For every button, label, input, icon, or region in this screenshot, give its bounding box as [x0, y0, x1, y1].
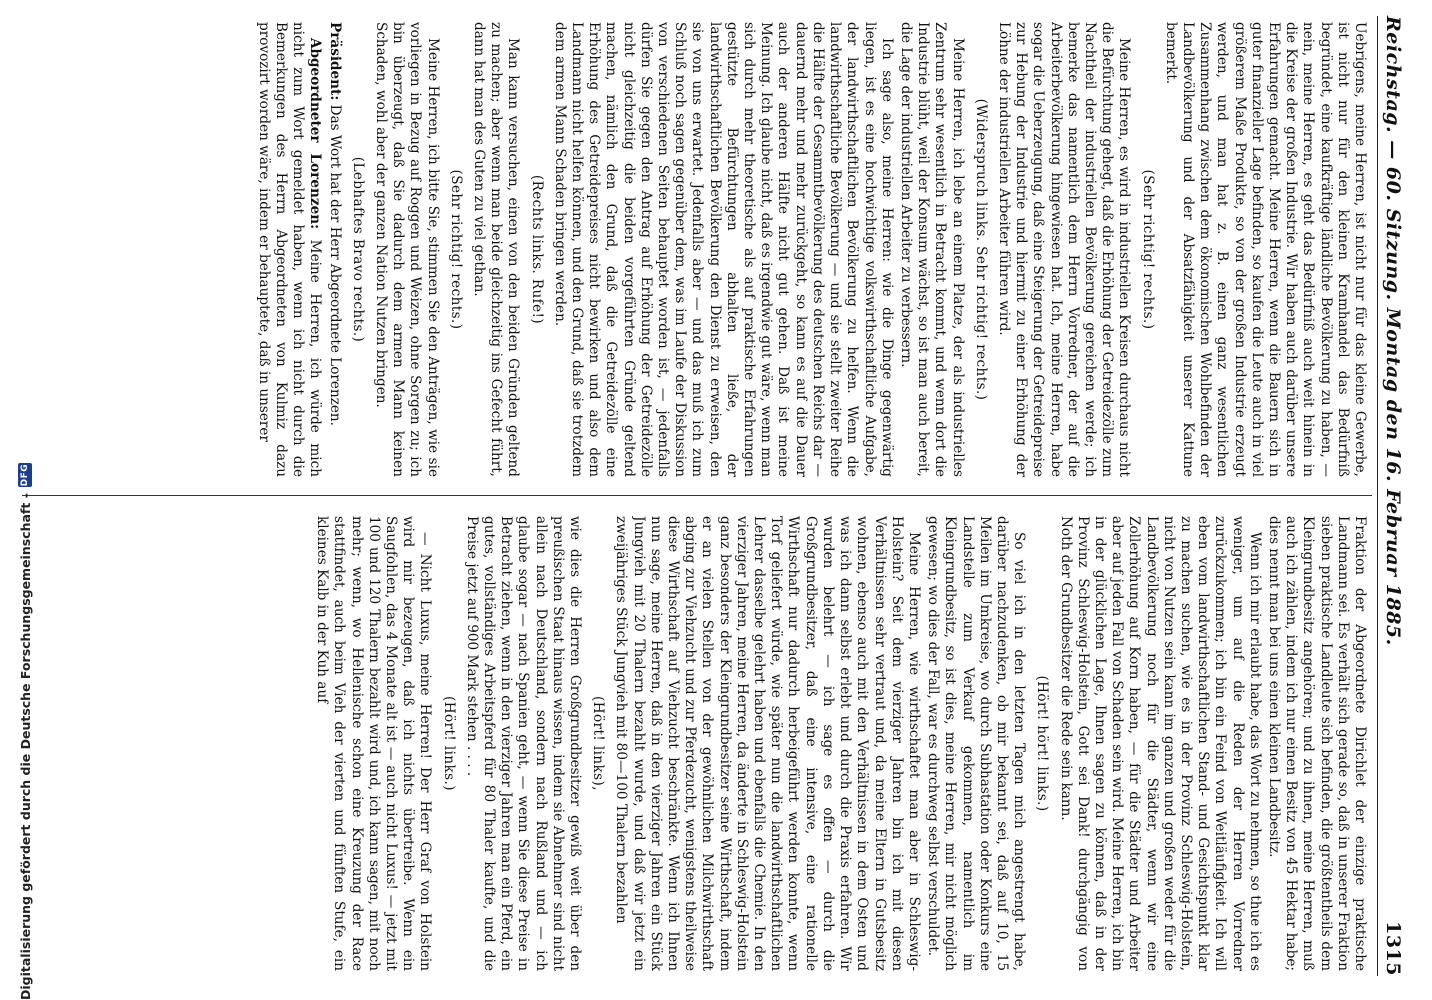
- speaker-name: Abgeordneter Lorenzen:: [307, 38, 324, 230]
- paragraph: Ich sage also, meine Herren: wie die Dinge gegenwärtig liegen, ist es eine hochwichtige volkswirthschaftliche Aufgabe, der landwirthschaftlichen Bevölkerung zu helfen. Wenn die landwirthschaftliche Bevölkerung — und sie stellt zweiter Reihe die Hälfte der Gesammtbevölkerung des deutschen Reichs dar — dauernd mehr und mehr zurückgeht, so kann es auf die Dauer auch der anderen Hälfte nicht gut gehen. Daß ist meine Meinung. Ich glaube nicht, daß es irgendwie gut wäre, wenn man sich durch mehr theoretische als auf praktische Erfahrungen gestützte Befürchtungen abhalten ließe, der landwirthschaftlichen Bevölkerung den Dienst zu erweisen, den sie von uns erwartet. Jedenfalls aber — und das muß ich zum Schluß noch sagen gegenüber dem, was im Laufe der Diskussion von verschiedenen Seiten behauptet worden ist, — jedenfalls dürfen Sie gegen den Antrag auf Erhöhung der Getreidezölle nicht gleichzeitig die beiden vorgeführten Gründe geltend machen, nämlich den Grund, daß die Getreidezölle eine Erhöhung des Getreidepreises nicht bewirken und also dem Landmann nicht helfen können, und den Grund, daß sie trotzdem dem armen Mann Schaden bringen werden.: [551, 22, 895, 477]
- page-number: 1315: [1382, 921, 1404, 976]
- page-title: Reichstag. — 60. Sitzung. Montag den 16. Februar 1885.: [1382, 16, 1404, 646]
- paragraph: So viel ich in den letzten Tagen mich angestrengt habe, darüber nachzudenken, ob mir bekannt sei, daß auf 10, 15 Meilen im Umkreise, wo durch Subhastation oder Konkurs eine Landstelle zum Verkauf gekommen, namentlich im Kleingrundbesitz, so ist dies, meine Herren, mir nicht möglich gewesen; wo dies der Fall, war es durchweg selbst verschuldet.: [925, 516, 1028, 971]
- paragraph: Fraktion der Abgeordnete Dirichlet der einzige praktische Landmann sei. Es verhält sich gerade so, daß in unserer Fraktion sieben praktische Landleute sich befinden, die größtentheils dem Kleingrundbesitz angehören; und zu ihnen, meine Herren, muß auch ich zählen, indem ich nur einen Besitz von 45 Hektar habe; dies nennt man bei uns einen kleinen Landbesitz.: [1265, 516, 1368, 971]
- interjection: (Hört! links.): [440, 696, 457, 791]
- paragraph: Meine Herren, wie wirthschaftet man aber in Schleswig-Holstein? Seit dem vierziger Jahren bin ich mit diesen Verhältnissen sehr vertraut und, da meine Eltern in Gutsbesitz wohnen, ebenso auch mit den Verhältnissen in dem Osten und was ich dann selbst erlebt und durch die Praxis erfahren. Wir wurden belehrt — ich sage es offen — durch die Großgrundbesitzer, daß eine intensive, eine rationelle Wirthschaft nur dadurch herbeigeführt werden konnte, wenn Torf geliefert würde, wie später nun die landwirthschaftlichen Lehrer dasselbe gelehrt haben und ebenfalls die Chemie. In den vierziger Jahren, meine Herren, da änderte in Schleswig-Holstein ganz besonders der Kleingrundbesitzer seine Wirthschaft, indem er an vielen Stellen von der gewöhnlichen Milchwirthschaft abging zur Viehzucht und zur Pferdezucht, wenigstens theilweise diese Wirthschaft auf Viehzucht beschränkte. Wenn ich Ihnen nun sage, meine Herren, daß in den vierziger Jahren ein Stück Jungvieh mit 20 Thalern bezahlt wurde, und daß wir jetzt ein zweijähriges Stück Jungvieh mit 80—100 Thalern bezahlen: [613, 516, 922, 971]
- left-column: [28, 22, 1368, 477]
- digitization-credit: Digitalisierung gefördert durch die Deutsche Forschungsgemeinschaft -: [17, 493, 33, 1000]
- dfg-logo-icon: DFG: [20, 463, 30, 487]
- speech-text: Das Wort hat der Herr Abgeordnete Lorenzen.: [326, 100, 343, 426]
- interjection: (Hört! hört! links.): [1034, 675, 1051, 812]
- paragraph: [325, 22, 342, 477]
- paragraph: Meine Herren, ich lebe an einem Platze, der als industrielles Zentrum sehr wesentlich in Betracht kommt, und wenn dort die Industrie blüht, weil der Konsum wächst, so ist man auch bereit, die Lage der industriellen Arbeiter zu verbessern.: [897, 22, 966, 477]
- paragraph: Man kann versuchen, einen von den beiden Gründen geltend zu machen; aber wenn man beide gleichzeitig ins Gefecht führt, dann hat man des Guten zu viel gethan.: [471, 22, 522, 477]
- paragraph: — Nicht Luxus, meine Herren! Der Herr Graf von Holstein wird mir bezeugen, daß ich nichts übertreibe. Wenn ein Saugfohlen, das 4 Monate alt ist — auch nicht Luxus! — jetzt mit 100 und 120 Thalern bezahlt wird und, ich kann sagen, mit noch mehr; wenn, wo Hellenische schon eine Kreuzung der Race stattfindet, auch beim Vieh der vierten und fünften Stufe, ein kleines Kalb in der Kuh auf: [314, 516, 434, 971]
- paragraph: Meine Herren, ich bitte Sie, stimmen Sie den Anträgen, wie sie vorliegen in Bezug auf Roggen und Weizen, ohne Sorgen zu; ich bin überzeugt, daß Sie dadurch dem armen Mann keinen Schaden, wohl aber der ganzen Nation Nutzen bringen.: [373, 22, 441, 477]
- interjection: (Widerspruch links. Sehr richtig! rechts.): [972, 98, 989, 401]
- right-column: [28, 516, 1368, 971]
- paragraph: Meine Herren, es wird in industriellen Kreisen durchaus nicht die Befürchtung gehegt, daß die Erhöhung der Getreidezölle zum Nachtheil der industriellen Bevölkerung gereichen werde; ich bemerke das namentlich dem Herrn Vorredner, der auf die Arbeiterbevölkerung hingewiesen hat. Ich, meine Herren, habe sogar die Ueberzeugung, daß eine Steigerung der Getreidepreise zur Hebung der Industrie und hiermit zu einer Erhöhung der Löhne der industriellen Arbeiter führen wird.: [995, 22, 1133, 477]
- page-header: [1382, 16, 1412, 976]
- header-rule: [1377, 16, 1378, 976]
- interjection: (Sehr richtig! rechts.): [447, 169, 464, 330]
- paragraph: [255, 22, 324, 477]
- interjection: (Lebhaftes Bravo rechts.): [349, 156, 366, 343]
- paragraph: Uebrigens, meine Herren, ist nicht nur für das kleine Gewerbe, ist nicht nur für den kleinen Kramhandel das Bedürfniß begründet, eine kaufkräftige ländliche Bevölkerung zu haben, — nein, meine Herren, es geht das Bedürfniß auch weit hinein in die Kreise der großen Industrie. Wir haben auch darüber unsere Erfahrungen gemacht. Meine Herren, wenn die Bauern sich in guter finanzieller Lage befinden, so kaufen die Leute auch in viel größerem Maße Produkte, so von der großen Industrie erzeugt werden, und man hat z. B. einen ganz wesentlichen Zusammenhang zwischen dem ökonomischen Wohlbefinden der Landbevölkerung und der Absatzfähigkeit unserer Kattune bemerkt.: [1162, 22, 1368, 477]
- speech-text: Meine Herren, ich würde mich nicht zum Wort gemeldet haben, wenn ich nicht durch die Bemerkungen des Herrn Abgeordneten von Kulmiz dazu provozirt worden wäre, indem er behauptete, daß in unserer: [255, 22, 324, 477]
- digitization-footer: [14, 0, 36, 1000]
- paragraph: Wenn ich mir erlaubt habe, das Wort zu nehmen, so thue ich es weniger, um auf die Reden der Herren Vorredner zurückzukommen; ich bin ein Feind von Weitläufigkeit. Ich will eben vom landwirthschaftlichen Stand- und Gesichtspunkt klar zu machen suchen, wie es in der Provinz Schleswig-Holstein, nicht von Nutzen sein kann im ganzen und großen weder für die Landbevölkerung noch für die Städter, wenn wir eine Zollerhöhung auf Korn haben, — für die Städter und Arbeiter aber auf jeden Fall von Schaden sein wird. Meine Herren, ich bin in der glücklichen Lage, Ihnen sagen zu können, daß in der Provinz Schleswig-Holstein, Gott sei Dank! durchgängig von Noth der Grundbesitzer die Rede sein kann.: [1057, 516, 1263, 971]
- paragraph: wie dies die Herren Großgrundbesitzer gewiß weit über den preußischen Staat hinaus wissen, indem sie Abnehmer sind nicht allein nach Deutschland, sondern nach Rußland und — ich glaube sogar — nach Spanien geht, — wenn Sie diese Preise in Betracht ziehen, wenn in den vierziger Jahren man ein Pferd, ein gutes, vollständiges Arbeitspferd für 80 Thaler kaufte, und die Preise jetzt auf 900 Mark stehen . . . .: [463, 516, 584, 971]
- newspaper-page: [12, 16, 1412, 976]
- interjection: (Rechts links. Rufe!): [528, 174, 545, 325]
- interjection: (Sehr richtig! rechts.): [1139, 169, 1156, 330]
- column-divider: [22, 495, 1372, 496]
- interjection: (Hört! links),: [590, 696, 607, 791]
- speaker-name: Präsident:: [326, 22, 343, 101]
